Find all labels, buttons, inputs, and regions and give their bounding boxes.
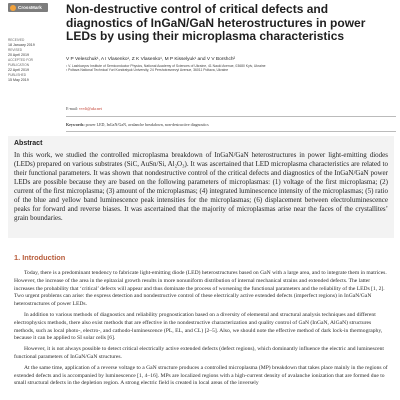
article-title: Non-destructive control of critical defects and diagnostics of InGaN/GaN heterostructures in power LEDs by using their microplasma characteristics (66, 2, 366, 44)
keywords-text: power LED, InGaN/GaN, avalanche breakdown, non-destructive diagnostics (85, 122, 209, 127)
publication-history (8, 38, 54, 83)
keywords-label: Keywords: (66, 122, 85, 127)
abstract-text: In this work, we studied the controlled microplasma breakdown of InGaN/GaN heterostructures in power light-emitting diodes (LEDs) prepared on various substrates (SiC, AuSn/Si, Al₂O₃). It was ascertained that LED microplasma characteristics are related to their functional parameters. It was shown that nondestructive control of the critical defects and diagnostics of the InGaN/GaN power LEDs are possible because they are based on the following parameters of microplasmas: (1) voltage of the first microplasma; (2) current of the first microplasma; (3) amount of the microplasmas; (4) integrated luminescence intensity of the microplasmas; (5) ratio of the blue and yellow band luminescence peak intensities for the microplasmas; (6) displacement between electroluminescence peaks for forward and reverse biases. It was ascertained that the majority of microplasmas arise near the faces of the crystallites’ grain boundaries. (14, 151, 388, 222)
revised-date: 20 April 2019 (8, 53, 29, 57)
article-header (0, 0, 400, 88)
corresponding-email (66, 106, 396, 111)
received-label: RECEIVED (8, 38, 25, 42)
keywords-line (66, 122, 396, 127)
revised-label: REVISED (8, 48, 22, 52)
introduction-heading: 1. Introduction (14, 253, 66, 262)
published-label: PUBLISHED (8, 73, 27, 77)
author-list: V P Veleschuk¹, A I Vlasenko¹, Z K Vlasenko¹, M P Kisselyuk¹ and V V Borshch² (66, 57, 236, 62)
received-date: 18 January 2019 (8, 43, 35, 47)
divider-bottom (66, 131, 396, 132)
crossmark-logo-text: CrossMark (18, 5, 42, 10)
accepted-label: ACCEPTED FOR PUBLICATION (8, 58, 33, 67)
crossmark-icon (10, 5, 16, 11)
affiliation-1: ¹ V. Lashkaryov Institute of Semiconductor Physics, National Academy of Sciences of Ukraine, 41 Nauki Avenue, 03680 Kyiv, Ukraine (66, 64, 266, 68)
crossmark-logo[interactable] (8, 3, 48, 12)
divider-top (66, 116, 396, 117)
intro-paragraph-2: In addition to various methods of diagnostics and reliability prognostication based on a diversity of elemental and structural analysis techniques and different electrophysics methods, there also exist methods that are effective in the nondestructive characterization and quality control of GaN (InGaN, AlGaN) structures methods, such as local photo-, electro-, and cathodo-luminescence (PL, EL, and CL) [2–5]. Also, we should note the effective method of dark lock-in thermography, because it can be applied to SI solar cells [6]. (14, 311, 383, 342)
introduction-body (14, 270, 388, 391)
intro-paragraph-1: Today, there is a predominant tendency to fabricate light-emitting diode (LED) heterostructures based on GaN with a large area, and to integrate them in matrices. However, the increase of the area in the epitaxial growth results in more nonuniform distribution of internal mechanical strains and extended defects. The latter increases the probability that ‘critical’ defects will appear and thus dominate the process of worsening the functional parameters and the reliability of the LEDs [1, 2]. Two urgent problems can arise: the express detection and nondestructive control of these electrically active extended defects (imperfect regions) in InGaN/GaN heterostructures of power LEDs. (14, 270, 387, 308)
intro-paragraph-3: However, it is not always possible to detect critical electrically active extended defects (defect regions), which dominantly influence the electric and luminescent functional parameters of InGaN/GaN structures. (14, 346, 384, 360)
affiliations (66, 64, 396, 73)
email-label: E-mail: (66, 106, 78, 111)
intro-paragraph-4: At the same time, application of a reverse voltage to a GaN structure produces a controlled microplasma (MP) breakdown that takes place mainly in the regions of extended defects and is accompanied by luminescence [1, 4–16]. MPs are localized regions with a high-current density of avalanche ionization that are formed due to small structural defects in the depletion region. A strong electric field is created in local areas of the inversely (14, 364, 388, 387)
accepted-date: 22 April 2019 (8, 68, 29, 72)
affiliation-2: ² Poltava National Technical Yuri Kondratyuk University, 24 Pershotravnevyi Avenue, 36011 Poltava, Ukraine (66, 68, 229, 73)
email-link[interactable]: vvvlt@ukr.net (79, 106, 102, 111)
abstract-heading: Abstract (14, 140, 43, 147)
published-date: 15 May 2019 (8, 78, 29, 82)
